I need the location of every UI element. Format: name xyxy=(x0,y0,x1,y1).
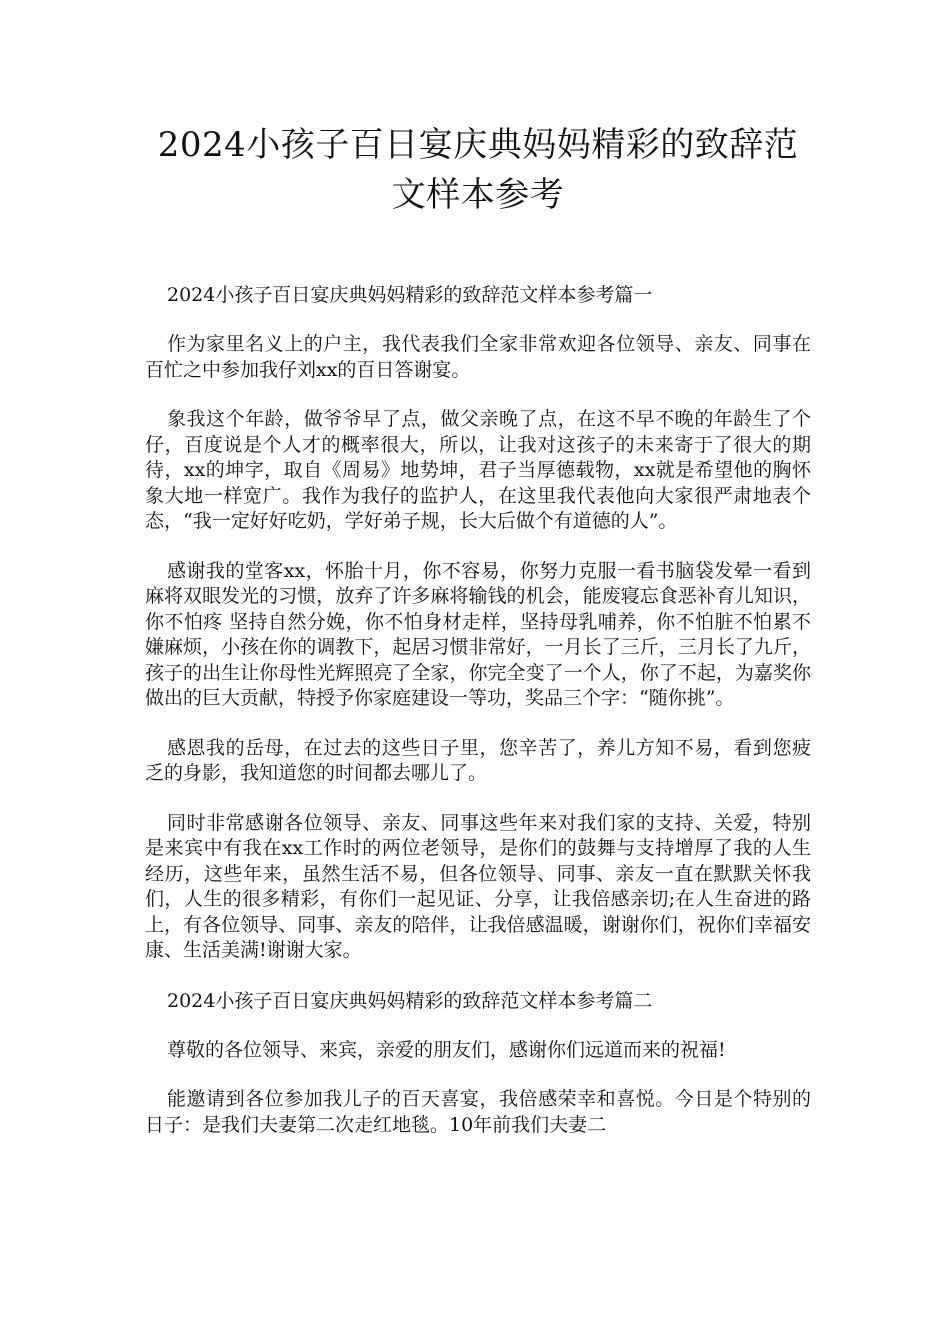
spacer xyxy=(145,220,811,282)
paragraph: 感谢我的堂客xx，怀胎十月，你不容易，你努力克服一看书脑袋发晕一看到麻将双眼发光的习惯，放弃了许多麻将输钱的机会，能废寝忘食恶补育儿知识，你不怕疼 坚持自然分娩，你不怕身材走样，坚持母乳哺养，你不怕脏不怕累不嫌麻烦，小孩在你的调教下，起居习惯非常好，一月长了三斤，三月长了九斤，孩子的出生让你母性光辉照亮了全家，你完全变了一个人，你了不起，为嘉奖你做出的巨大贡献，特授予你家庭建设一等功，奖品三个字：“随你挑”。 xyxy=(145,559,811,709)
paragraph: 同时非常感谢各位领导、亲友、同事这些年来对我们家的支持、关爱，特别是来宾中有我在xx工作时的两位老领导，是你们的鼓舞与支持增厚了我的人生经历，这些年来，虽然生活不易，但各位领导、同事、亲友一直在默默关怀我们，人生的很多精彩，有你们一起见证、分享，让我倍感亲切;在人生奋进的路上，有各位领导、同事、亲友的陪伴，让我倍感温暖，谢谢你们，祝你们幸福安康、生活美满!谢谢大家。 xyxy=(145,811,811,961)
spacer xyxy=(145,308,811,332)
paragraph: 尊敬的各位领导、来宾，亲爱的朋友们，感谢你们远道而来的祝福! xyxy=(167,1038,726,1061)
spacer xyxy=(145,1063,811,1087)
spacer xyxy=(145,1014,811,1038)
spacer xyxy=(145,787,811,811)
section-heading-2: 2024小孩子百日宴庆典妈妈精彩的致辞范文样本参考篇二 xyxy=(167,989,653,1012)
paragraph: 感恩我的岳母，在过去的这些日子里，您辛苦了，养儿方知不易，看到您疲乏的身影，我知道您的时间都去哪儿了。 xyxy=(145,736,811,784)
document-page xyxy=(145,120,811,1138)
document-title: 2024小孩子百日宴庆典妈妈精彩的致辞范文样本参考 xyxy=(157,125,799,215)
spacer xyxy=(145,964,811,988)
paragraph: 作为家里名义上的户主，我代表我们全家非常欢迎各位领导、亲友、同事在百忙之中参加我仔刘xx的百日答谢宴。 xyxy=(145,333,811,381)
paragraph: 能邀请到各位参加我儿子的百天喜宴，我倍感荣幸和喜悦。今日是个特别的日子：是我们夫妻第二次走红地毯。10年前我们夫妻二 xyxy=(145,1088,811,1136)
paragraph: 象我这个年龄，做爷爷早了点，做父亲晚了点，在这不早不晚的年龄生了个仔，百度说是个人才的概率很大，所以，让我对这孩子的未来寄于了很大的期待，xx的坤字，取自《周易》地势坤，君子当厚德载物，xx就是希望他的胸怀象大地一样宽广。我作为我仔的监护人，在这里我代表他向大家很严肃地表个态，“我一定好好吃奶，学好弟子规，长大后做个有道德的人”。 xyxy=(145,408,811,532)
spacer xyxy=(145,383,811,407)
section-heading-1: 2024小孩子百日宴庆典妈妈精彩的致辞范文样本参考篇一 xyxy=(167,284,653,306)
spacer xyxy=(145,535,811,559)
spacer xyxy=(145,712,811,736)
